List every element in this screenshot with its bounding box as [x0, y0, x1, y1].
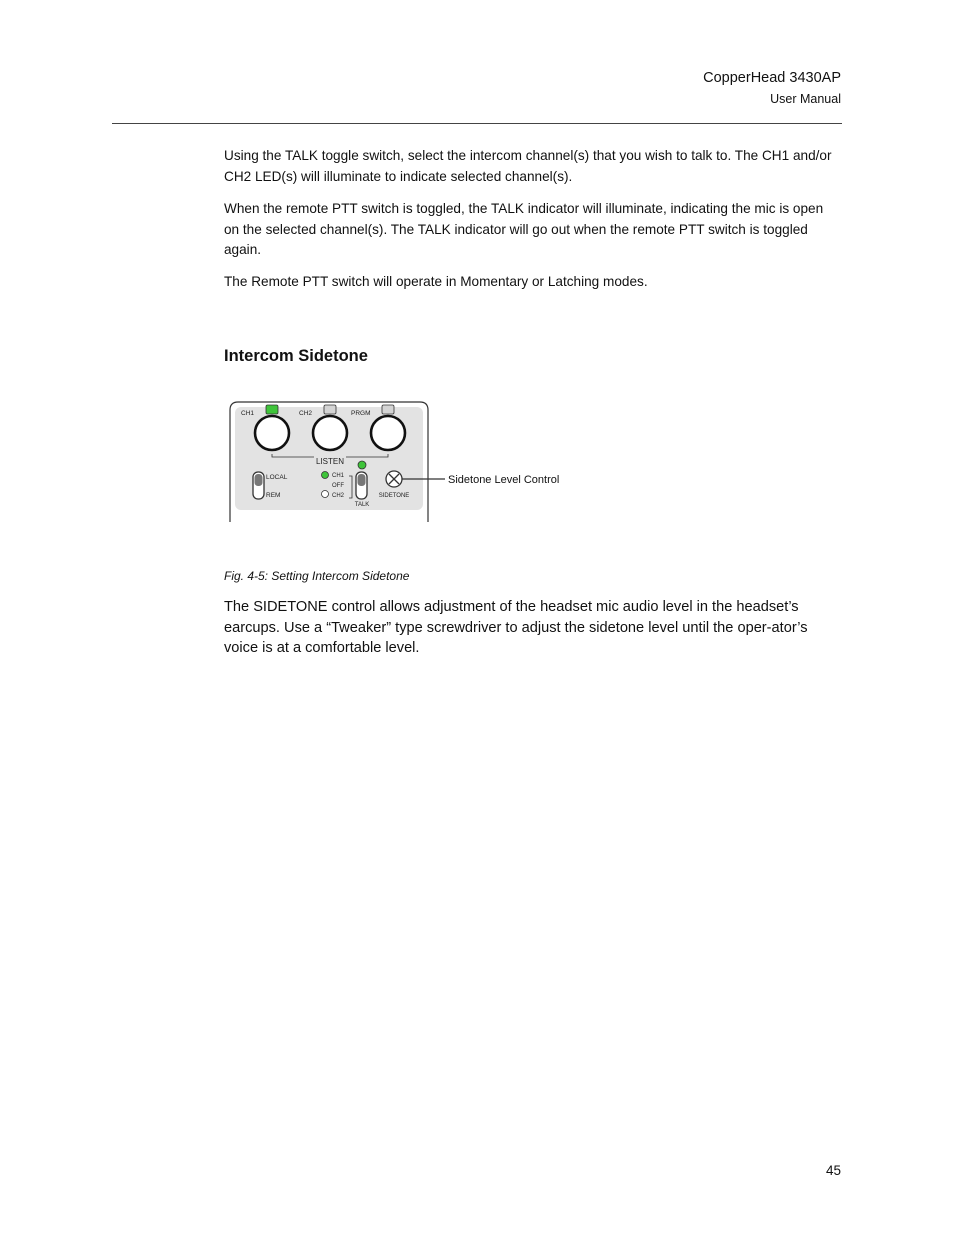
prgm-label: PRGM: [351, 410, 371, 417]
paragraph-remote-ptt: When the remote PTT switch is toggled, the TALK indicator will illuminate, indicating the mic is open on the selected channel(s). The TALK indicator will go out when the remote PTT switch is toggled again.: [224, 201, 824, 257]
page-number: 45: [825, 1163, 841, 1178]
talk-label: TALK: [354, 502, 370, 508]
talk-indicator-led: [358, 461, 366, 469]
figure-caption: Fig. 4-5: Setting Intercom Sidetone: [224, 569, 410, 583]
prgm-listen-knob: [371, 416, 405, 450]
document-subtitle: User Manual: [770, 92, 841, 106]
sidetone-figure: [228, 400, 573, 524]
document-title: CopperHead 3430AP: [703, 70, 841, 86]
header-divider: [112, 123, 842, 124]
prgm-led: [382, 405, 394, 414]
ch2-listen-knob: [313, 416, 347, 450]
local-label: LOCAL: [266, 474, 288, 481]
ch2-led: [324, 405, 336, 414]
talk-toggle-lever: [358, 474, 366, 486]
control-panel-diagram: [228, 400, 573, 524]
rem-label: REM: [266, 492, 281, 499]
listen-label: LISTEN: [315, 457, 345, 466]
paragraph-talk-switch: Using the TALK toggle switch, select the intercom channel(s) that you wish to talk to. The CH1 and/or CH2 LED(s) will illuminate to indicate selected channel(s).: [224, 148, 832, 184]
ch1-listen-knob: [255, 416, 289, 450]
talk-ch1-label: CH1: [332, 473, 345, 479]
ch2-label: CH2: [299, 410, 313, 417]
talk-ch2-label: CH2: [332, 493, 345, 499]
talk-off-label: OFF: [332, 483, 344, 489]
paragraph-ptt-modes: The Remote PTT switch will operate in Momentary or Latching modes.: [224, 274, 648, 289]
talk-ch1-led: [322, 472, 329, 479]
local-rem-toggle-lever: [255, 474, 263, 486]
callout-label: Sidetone Level Control: [448, 474, 560, 486]
ch1-label: CH1: [241, 410, 255, 417]
paragraph-sidetone-control: The SIDETONE control allows adjustment of the headset mic audio level in the headset’s earcups. Use a “Tweaker” type screwdriver to adjust the sidetone level until the oper-ator’s voice is at a comfortable level.: [224, 599, 808, 656]
sidetone-label: SIDETONE: [378, 493, 410, 499]
ch1-led-on: [266, 405, 278, 414]
talk-ch2-led: [322, 491, 329, 498]
section-heading: Intercom Sidetone: [224, 347, 368, 365]
